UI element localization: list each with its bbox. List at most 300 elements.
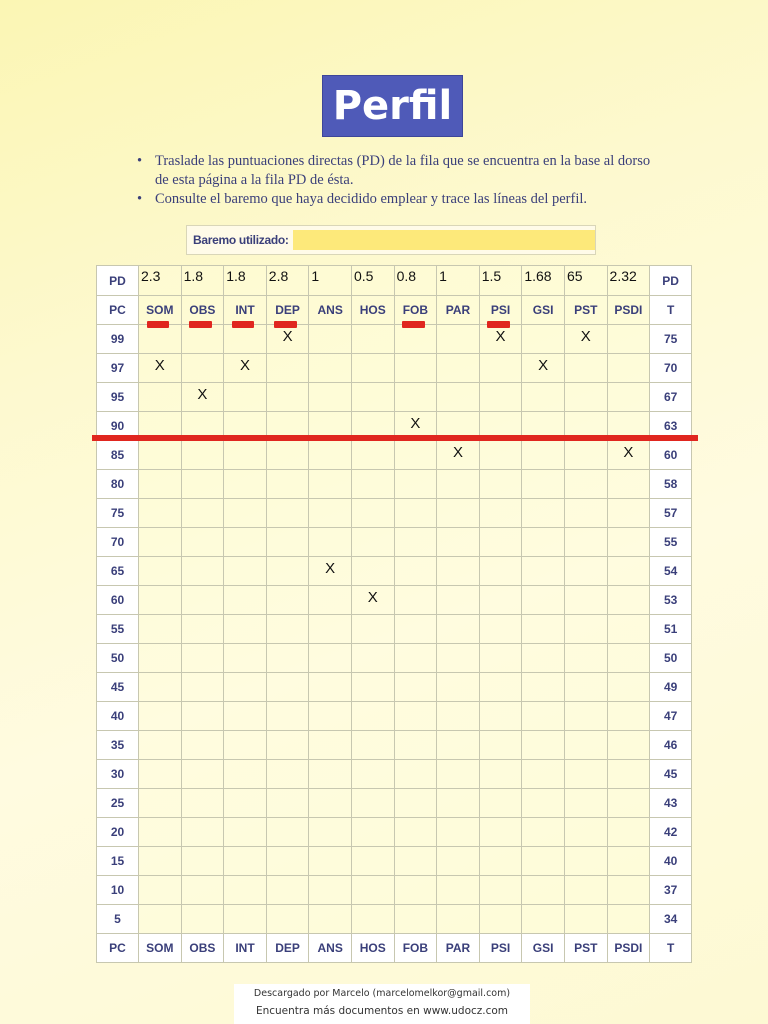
grid-cell [479,586,522,615]
t-value: 75 [650,325,692,354]
t-value: 46 [650,731,692,760]
grid-cell [224,441,267,470]
grid-cell [607,644,650,673]
grid-cell [351,702,394,731]
grid-cell [266,731,309,760]
grid-cell [139,847,182,876]
grid-cell [181,557,224,586]
instructions-list [135,152,655,209]
grid-cell [607,528,650,557]
grid-cell [181,441,224,470]
grid-cell [351,615,394,644]
grid-cell [607,673,650,702]
grid-cell [309,354,352,383]
grid-cell [522,499,565,528]
grid-cell [224,470,267,499]
grid-cell [394,847,437,876]
grid-cell [309,441,352,470]
grid-cell [394,760,437,789]
grid-cell [224,644,267,673]
grid-cell [437,586,480,615]
grid-cell [224,702,267,731]
pc-value: 80 [97,470,139,499]
t-value: 60 [650,441,692,470]
grid-cell [607,383,650,412]
pc-value: 50 [97,644,139,673]
grid-cell [266,644,309,673]
grid-cell [479,905,522,934]
t-value: 42 [650,818,692,847]
grid-cell [224,789,267,818]
grid-cell [607,731,650,760]
profile-mark: X [154,356,165,374]
t-value: 37 [650,876,692,905]
grid-cell [437,847,480,876]
pd-value[interactable]: 2.32 [609,268,637,284]
scale-underline [274,321,297,328]
scale-footer-gsi: GSI [522,934,565,963]
grid-cell [394,673,437,702]
pc-value: 90 [97,412,139,441]
grid-cell [224,731,267,760]
grid-cell [479,673,522,702]
grid-cell [479,876,522,905]
grid-cell [394,731,437,760]
grid-cell [564,528,607,557]
grid-cell [394,499,437,528]
pc-value: 20 [97,818,139,847]
grid-cell [309,644,352,673]
scale-header-pst: PST [564,296,607,325]
grid-cell [351,470,394,499]
grid-cell [437,383,480,412]
t-label: T [650,296,692,325]
grid-cell [351,325,394,354]
t-value: 70 [650,354,692,383]
grid-cell [266,789,309,818]
pd-value[interactable]: 1.8 [183,268,204,284]
grid-cell [607,702,650,731]
grid-cell [309,470,352,499]
t-value: 47 [650,702,692,731]
grid-cell [309,760,352,789]
scale-footer-fob: FOB [394,934,437,963]
t-value: 34 [650,905,692,934]
grid-cell [224,760,267,789]
grid-cell [437,499,480,528]
pd-value[interactable]: 1 [439,268,447,284]
grid-cell [351,673,394,702]
grid-cell [309,528,352,557]
pd-value-cell [309,266,352,296]
grid-cell [266,615,309,644]
profile-grid [96,265,692,961]
grid-cell [479,383,522,412]
grid-cell [522,325,565,354]
grid-cell [607,789,650,818]
grid-cell [437,789,480,818]
grid-cell [139,615,182,644]
grid-cell [394,325,437,354]
scale-header-som: SOM [139,296,182,325]
grid-cell [139,383,182,412]
grid-cell [607,615,650,644]
scale-header-int: INT [224,296,267,325]
pd-value-cell [351,266,394,296]
grid-cell [564,615,607,644]
scale-footer-par: PAR [437,934,480,963]
grid-cell [224,557,267,586]
grid-cell [351,441,394,470]
grid-cell [607,354,650,383]
grid-cell [139,876,182,905]
t-value: 50 [650,644,692,673]
grid-cell [139,673,182,702]
grid-cell [607,876,650,905]
scale-header-hos: HOS [351,296,394,325]
pd-value[interactable]: 1.5 [481,268,502,284]
grid-cell [351,731,394,760]
pd-value[interactable]: 2.3 [141,268,161,284]
grid-cell [564,470,607,499]
pd-value[interactable]: 0.5 [353,268,374,284]
scale-underline [232,321,255,328]
grid-cell [564,354,607,383]
grid-cell [181,702,224,731]
profile-mark: X [538,356,549,374]
grid-cell [139,702,182,731]
footer-line-2[interactable]: Encuentra más documentos en www.udocz.com [255,1005,509,1017]
pc-value: 95 [97,383,139,412]
grid-cell [309,325,352,354]
grid-cell [139,470,182,499]
scale-footer-psdi: PSDI [607,934,650,963]
scale-underline [402,321,425,328]
grid-cell [607,499,650,528]
grid-cell [266,499,309,528]
profile-mark: X [239,356,250,374]
grid-cell [309,499,352,528]
grid-cell [309,847,352,876]
grid-cell [224,673,267,702]
grid-cell [266,818,309,847]
pd-label: PD [97,266,139,296]
grid-cell [394,528,437,557]
grid-cell [564,441,607,470]
grid-cell [351,383,394,412]
pd-value[interactable]: 0.8 [396,268,417,284]
grid-cell [479,818,522,847]
grid-cell [522,760,565,789]
t-value: 58 [650,470,692,499]
grid-cell [437,702,480,731]
grid-cell [139,905,182,934]
grid-cell [607,760,650,789]
scale-underline [147,321,170,328]
grid-cell [181,789,224,818]
grid-cell [181,760,224,789]
scale-footer-pst: PST [564,934,607,963]
grid-cell [564,383,607,412]
grid-cell [351,789,394,818]
grid-cell [522,383,565,412]
grid-cell [522,470,565,499]
pc-value: 15 [97,847,139,876]
grid-cell [479,789,522,818]
grid-cell [266,702,309,731]
pd-value-cell [607,266,650,296]
grid-cell [224,876,267,905]
grid-cell [139,557,182,586]
t-value: 57 [650,499,692,528]
grid-cell [266,673,309,702]
grid-cell [607,470,650,499]
grid-cell [181,644,224,673]
grid-cell [139,499,182,528]
footer-line-1: Descargado por Marcelo (marcelomelkor@gmail.com) [253,988,511,999]
grid-cell [266,470,309,499]
pc-value: 5 [97,905,139,934]
scale-header-gsi: GSI [522,296,565,325]
pd-value-cell [522,266,565,296]
pc-value: 35 [97,731,139,760]
grid-cell [181,470,224,499]
pc-value: 60 [97,586,139,615]
grid-cell [139,760,182,789]
grid-cell [437,876,480,905]
pd-value-cell [437,266,480,296]
grid-cell [181,325,224,354]
pd-value-cell [139,266,182,296]
grid-cell [181,876,224,905]
grid-cell [522,528,565,557]
grid-cell [394,354,437,383]
grid-cell [522,905,565,934]
pd-value-cell [224,266,267,296]
instruction-item: • Traslade las puntuaciones directas (PD) de la fila que se encuentra en la base al dorso de esta página a la fila PD de ésta. [135,152,655,190]
grid-cell [139,441,182,470]
grid-cell [437,354,480,383]
grid-cell [522,818,565,847]
grid-cell [351,557,394,586]
scale-footer-obs: OBS [181,934,224,963]
grid-cell [139,731,182,760]
grid-cell [564,876,607,905]
grid-cell [479,499,522,528]
baremo-label: Baremo utilizado: [193,233,289,247]
grid-cell [351,760,394,789]
grid-cell [437,615,480,644]
grid-cell [309,673,352,702]
grid-cell [394,586,437,615]
grid-cell [266,760,309,789]
grid-cell [437,470,480,499]
grid-cell [522,876,565,905]
grid-cell [266,354,309,383]
scale-header-obs: OBS [181,296,224,325]
grid-cell [522,615,565,644]
scale-footer-dep: DEP [266,934,309,963]
grid-cell [394,557,437,586]
pd-value[interactable]: 1.68 [524,268,552,284]
pd-value[interactable]: 1.8 [226,268,246,284]
grid-cell [266,441,309,470]
grid-cell [309,818,352,847]
grid-cell [564,905,607,934]
grid-cell [607,325,650,354]
profile-mark: X [580,327,591,345]
grid-cell [522,731,565,760]
grid-cell [522,441,565,470]
scale-underline [487,321,510,328]
pc-value: 85 [97,441,139,470]
grid-cell [309,876,352,905]
baremo-box [186,225,596,255]
grid-cell [351,644,394,673]
pc-value: 30 [97,760,139,789]
grid-cell [309,789,352,818]
t-value: 67 [650,383,692,412]
pc-label-bottom: PC [97,934,139,963]
t-value: 40 [650,847,692,876]
grid-cell [437,557,480,586]
grid-cell [309,731,352,760]
grid-cell [181,673,224,702]
grid-cell [479,644,522,673]
grid-cell [224,383,267,412]
grid-cell [351,528,394,557]
scale-header-par: PAR [437,296,480,325]
scale-footer-som: SOM [139,934,182,963]
baremo-input[interactable] [293,230,595,250]
pc-value: 10 [97,876,139,905]
grid-cell [394,441,437,470]
scale-header-dep: DEP [266,296,309,325]
grid-cell [564,557,607,586]
page-title: Perfil [322,75,463,137]
grid-cell [479,615,522,644]
pd-value[interactable]: 65 [566,268,583,284]
grid-cell [564,789,607,818]
t-value: 53 [650,586,692,615]
grid-cell [564,818,607,847]
grid-cell [266,847,309,876]
grid-cell [266,905,309,934]
grid-cell [394,383,437,412]
grid-cell [437,760,480,789]
cutoff-line [92,435,698,441]
grid-cell [394,615,437,644]
grid-cell [394,644,437,673]
grid-cell [437,644,480,673]
t-label-bottom: T [650,934,692,963]
grid-cell [564,731,607,760]
grid-cell [266,586,309,615]
grid-cell [479,528,522,557]
grid-cell [224,528,267,557]
grid-cell [309,615,352,644]
t-value: 63 [650,412,692,441]
scale-underline [189,321,212,328]
pd-value-cell [181,266,224,296]
pd-value[interactable]: 2.8 [268,268,289,284]
scale-header-fob: FOB [394,296,437,325]
grid-cell [437,673,480,702]
grid-cell [607,847,650,876]
t-value: 43 [650,789,692,818]
grid-cell [394,702,437,731]
grid-cell [394,905,437,934]
pc-value: 70 [97,528,139,557]
grid-cell [522,557,565,586]
grid-cell [522,789,565,818]
scale-footer-ans: ANS [309,934,352,963]
grid-cell [607,557,650,586]
grid-cell [139,789,182,818]
grid-cell [181,818,224,847]
grid-cell [224,615,267,644]
instruction-item: • Consulte el baremo que haya decidido emplear y trace las líneas del perfil. [135,190,655,209]
grid-cell [479,847,522,876]
grid-cell [139,528,182,557]
grid-cell [139,644,182,673]
grid-cell [437,528,480,557]
grid-cell [437,818,480,847]
scale-footer-int: INT [224,934,267,963]
pd-value-cell [266,266,309,296]
pc-value: 40 [97,702,139,731]
pd-value-cell [394,266,437,296]
profile-mark: X [325,559,336,577]
profile-mark: X [197,385,208,403]
grid-cell [309,383,352,412]
pc-value: 25 [97,789,139,818]
grid-cell [522,702,565,731]
grid-cell [309,905,352,934]
grid-cell [522,644,565,673]
pc-value: 99 [97,325,139,354]
grid-cell [351,876,394,905]
grid-cell [181,731,224,760]
grid-cell [224,905,267,934]
profile-mark: X [452,443,463,461]
grid-cell [564,760,607,789]
profile-mark: X [282,327,293,345]
pd-value[interactable]: 1 [311,268,320,284]
t-value: 55 [650,528,692,557]
grid-cell [437,325,480,354]
grid-cell [181,905,224,934]
grid-cell [564,644,607,673]
grid-cell [309,586,352,615]
t-value: 49 [650,673,692,702]
scale-header-psi: PSI [479,296,522,325]
grid-cell [266,383,309,412]
grid-cell [479,702,522,731]
grid-cell [266,876,309,905]
t-value: 45 [650,760,692,789]
grid-cell [309,702,352,731]
grid-cell [394,470,437,499]
grid-cell [394,818,437,847]
grid-cell [564,499,607,528]
grid-cell [224,818,267,847]
grid-cell [394,876,437,905]
grid-cell [266,528,309,557]
grid-cell [181,354,224,383]
pc-value: 75 [97,499,139,528]
profile-mark: X [623,443,634,461]
